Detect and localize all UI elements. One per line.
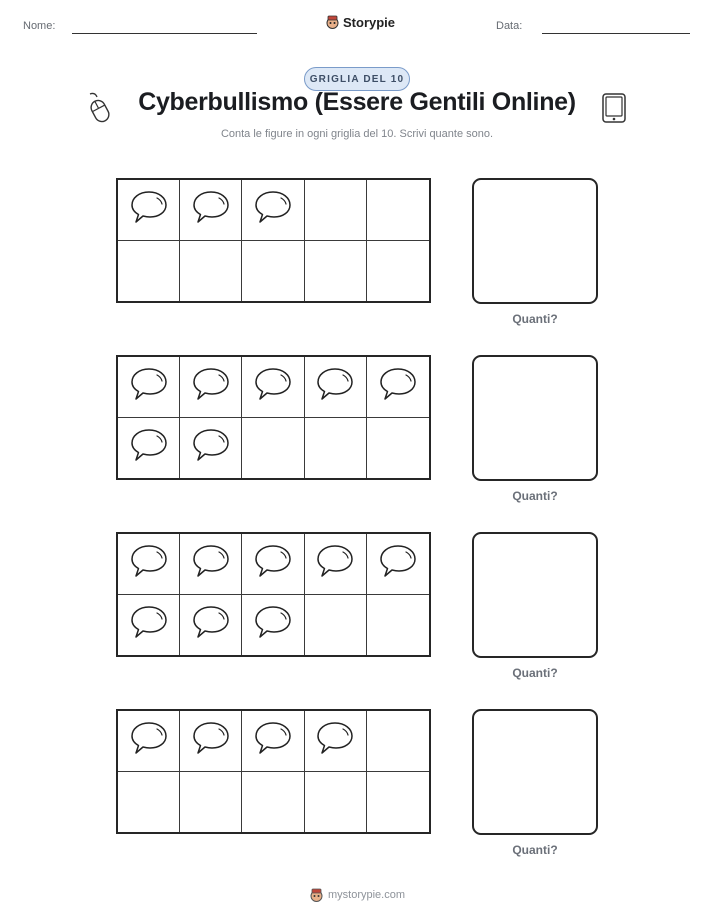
ten-frame-cell [305,595,367,656]
ten-frame-cell [367,595,429,656]
answer-box[interactable] [472,709,598,835]
name-line[interactable] [72,33,257,34]
storypie-mascot-icon [325,14,340,30]
speech-bubble-icon [129,604,169,645]
brand-logo [325,14,395,30]
footer [309,887,405,903]
answer-box[interactable] [472,532,598,658]
storypie-mascot-icon [309,887,324,903]
speech-bubble-icon [129,543,169,584]
brand-name: Storypie [343,14,396,30]
speech-bubble-icon [253,189,293,230]
speech-bubble-icon [378,366,418,407]
speech-bubble-icon [315,543,355,584]
page-title: Cyberbullismo (Essere Gentili Online) [138,88,576,116]
instructions: Conta le figure in ogni griglia del 10. Scrivi quante sono. [220,128,494,140]
ten-frame-cell [242,534,304,595]
speech-bubble-icon [191,366,231,407]
ten-frame-cell [180,357,242,418]
answer-label: Quanti? [512,489,558,503]
date-label: Data: [496,20,523,32]
ten-frame-cell [367,418,429,479]
ten-frame-cell [180,241,242,302]
speech-bubble-icon [191,604,231,645]
ten-frame-cell [118,772,180,833]
ten-frame-cell [367,241,429,302]
ten-frame-cell [242,357,304,418]
ten-frame-cell [242,711,304,772]
ten-frame-cell [242,241,304,302]
speech-bubble-icon [253,720,293,761]
date-line[interactable] [542,33,690,34]
speech-bubble-icon [191,720,231,761]
ten-frame-cell [180,711,242,772]
speech-bubble-icon [191,427,231,468]
ten-frame-cell [118,180,180,241]
speech-bubble-icon [315,366,355,407]
ten-frame-cell [242,180,304,241]
answer-label: Quanti? [512,312,558,326]
speech-bubble-icon [315,720,355,761]
answer-label: Quanti? [512,666,558,680]
ten-frame-cell [305,180,367,241]
ten-frame-cell [180,772,242,833]
ten-frame-cell [305,241,367,302]
speech-bubble-icon [253,366,293,407]
ten-frame-cell [118,534,180,595]
name-label: Nome: [23,20,56,32]
ten-frame-cell [305,772,367,833]
ten-frame-cell [118,241,180,302]
ten-frame-cell [180,595,242,656]
ten-frame [116,178,431,303]
ten-frame-cell [305,711,367,772]
ten-frame-cell [118,595,180,656]
answer-box[interactable] [472,178,598,304]
ten-frame-cell [180,534,242,595]
speech-bubble-icon [378,543,418,584]
speech-bubble-icon [191,189,231,230]
tablet-icon [601,93,627,123]
ten-frame-cell [367,534,429,595]
ten-frame-cell [305,357,367,418]
answer-box[interactable] [472,355,598,481]
ten-frame-cell [242,772,304,833]
footer-url: mystorypie.com [328,889,406,901]
speech-bubble-icon [129,427,169,468]
speech-bubble-icon [129,720,169,761]
speech-bubble-icon [253,604,293,645]
speech-bubble-icon [129,366,169,407]
worksheet-type-badge: GRIGLIA DEL 10 [304,67,410,91]
ten-frame-cell [118,418,180,479]
ten-frame [116,709,431,834]
ten-frame-cell [367,772,429,833]
ten-frame-cell [367,357,429,418]
ten-frame-cell [367,711,429,772]
ten-frame-cell [305,534,367,595]
ten-frame [116,355,431,480]
ten-frame-cell [367,180,429,241]
speech-bubble-icon [191,543,231,584]
answer-label: Quanti? [512,843,558,857]
speech-bubble-icon [253,543,293,584]
ten-frame-cell [242,595,304,656]
ten-frame-cell [118,711,180,772]
ten-frame-cell [180,418,242,479]
ten-frame-cell [180,180,242,241]
ten-frame-cell [305,418,367,479]
speech-bubble-icon [129,189,169,230]
ten-frame-cell [242,418,304,479]
ten-frame [116,532,431,657]
ten-frame-cell [118,357,180,418]
